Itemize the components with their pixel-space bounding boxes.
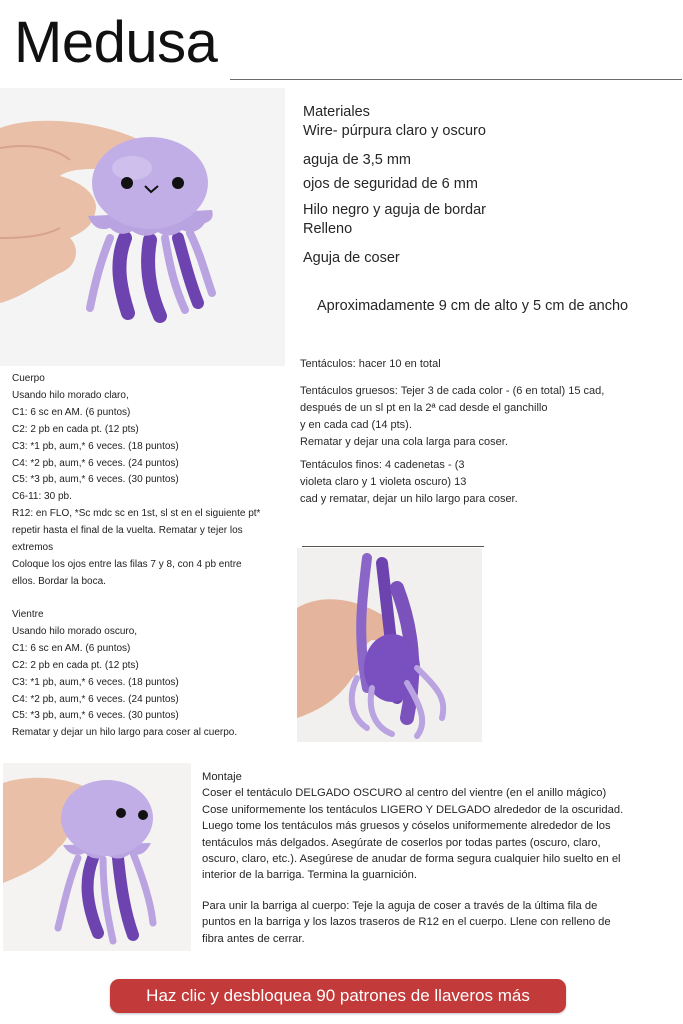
assembly-line: interior de la barriga. Termina la guarnición.: [202, 869, 417, 882]
body-step: C1: 6 sc en AM. (6 puntos): [12, 406, 131, 418]
body-step: C5: *3 pb, aum,* 6 veces. (30 puntos): [12, 474, 179, 486]
title-divider: [230, 79, 682, 80]
body-step: Usando hilo morado claro,: [12, 389, 129, 401]
assembly-line: Luego tome los tentáculos más gruesos y cóselos uniformemente alrededor de los: [202, 820, 611, 833]
body-section: [12, 371, 282, 591]
thick-tentacles-line: después de un sl pt en la 2ª cad desde el ganchillo: [300, 402, 548, 414]
thick-tentacles-line: y en cada cad (14 pts).: [300, 419, 412, 431]
body-step: C3: *1 pb, aum,* 6 veces. (18 puntos): [12, 440, 179, 452]
thin-tentacles-line: violeta claro y 1 violeta oscuro) 13: [300, 476, 467, 488]
assembly-line: Coser el tentáculo DELGADO OSCURO al centro del vientre (en el anillo mágico): [202, 787, 607, 800]
assembly-line: puntos en la barriga y los lazos traseros de R12 en el cuerpo. Llene con relleno de: [202, 916, 611, 929]
materials-size: Aproximadamente 9 cm de alto y 5 cm de ancho: [317, 298, 629, 314]
body-step: Coloque los ojos entre las filas 7 y 8, con 4 pb entre: [12, 558, 242, 570]
materials-item: Wire- púrpura claro y oscuro: [303, 123, 486, 139]
thick-tentacles-line: Rematar y dejar una cola larga para coser.: [300, 436, 508, 448]
jellyfish-photo-hand: [0, 88, 285, 366]
body-step: C4: *2 pb, aum,* 6 veces. (24 puntos): [12, 457, 179, 469]
assembly-line: Para unir la barriga al cuerpo: Teje la aguja de coser a través de la última fila de: [202, 899, 598, 912]
materials-item: Relleno: [303, 221, 353, 237]
belly-step: C5: *3 pb, aum,* 6 veces. (30 puntos): [12, 710, 179, 722]
belly-step: C3: *1 pb, aum,* 6 veces. (18 puntos): [12, 676, 179, 688]
body-step: ellos. Bordar la boca.: [12, 575, 106, 587]
thin-tentacles-line: cad y rematar, dejar un hilo largo para coser.: [300, 493, 518, 505]
thin-tentacles-line: Tentáculos finos: 4 cadenetas - (3: [300, 459, 465, 471]
page-title: Medusa: [14, 10, 218, 75]
materials-item: aguja de 3,5 mm: [303, 152, 412, 168]
body-step: repetir hasta el final de la vuelta. Rematar y tejer los: [12, 525, 243, 537]
thick-tentacles-line: Tentáculos gruesos: Tejer 3 de cada color - (6 en total) 15 cad,: [300, 385, 605, 397]
assembly-heading: Montaje: [202, 771, 242, 783]
belly-step: C1: 6 sc en AM. (6 puntos): [12, 642, 131, 654]
materials-item: Hilo negro y aguja de bordar: [303, 202, 486, 218]
materials-item: Aguja de coser: [303, 250, 400, 266]
assembly-line: oscuro, claro, etc.). Asegúrese de anudar de forma segura cualquier hilo suelto en el: [202, 853, 621, 866]
thin-tentacles: [300, 457, 680, 508]
jellyfish-photo-tentacles: [297, 548, 482, 742]
body-step: C2: 2 pb en cada pt. (12 pts): [12, 423, 139, 435]
body-heading: Cuerpo: [12, 373, 45, 384]
assembly-line: tentáculos más delgados. Asegúrate de coserlos por todas partes (oscuro, claro,: [202, 836, 601, 849]
materials-item: ojos de seguridad de 6 mm: [303, 176, 478, 192]
assembly-paragraph: [202, 898, 674, 947]
belly-step: C4: *2 pb, aum,* 6 veces. (24 puntos): [12, 693, 179, 705]
jellyfish-photo-finished: [3, 763, 191, 951]
tentacles-intro: Tentáculos: hacer 10 en total: [300, 358, 441, 370]
unlock-patterns-button[interactable]: Haz clic y desbloquea 90 patrones de llaveros más: [110, 979, 566, 1013]
belly-step: Usando hilo morado oscuro,: [12, 625, 138, 637]
belly-heading: Vientre: [12, 609, 44, 620]
body-step: extremos: [12, 542, 54, 554]
section-divider: [302, 546, 484, 547]
tentacles-section: [300, 356, 680, 514]
assembly-paragraph: [202, 785, 674, 883]
body-step: R12: en FLO, *Sc mdc sc en 1st, sl st en el siguiente pt*: [12, 508, 261, 520]
belly-section: [12, 607, 282, 742]
body-step: C6-11: 30 pb.: [12, 491, 72, 503]
belly-step: Rematar y dejar un hilo largo para coser al cuerpo.: [12, 727, 238, 739]
assembly-line: Cose uniformemente los tentáculos LIGERO Y DELGADO alrededor de la oscuridad.: [202, 803, 624, 816]
belly-step: C2: 2 pb en cada pt. (12 pts): [12, 659, 139, 671]
assembly-section: [202, 769, 674, 961]
assembly-line: fibra antes de cerrar.: [202, 932, 305, 945]
materials-heading: Materiales: [303, 104, 370, 120]
thick-tentacles: [300, 383, 680, 451]
